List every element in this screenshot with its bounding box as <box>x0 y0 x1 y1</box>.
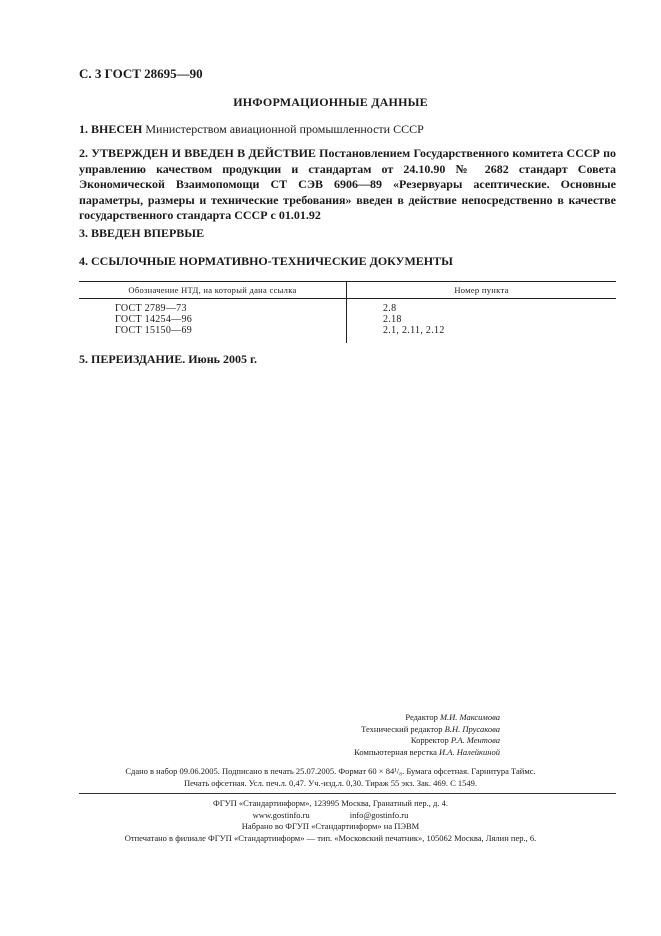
info-item-5 <box>79 352 616 368</box>
item-number: 4. <box>79 254 88 268</box>
editor-role: Технический редактор <box>361 723 445 734</box>
table-header-document: Обозначение НТД, на который дана ссылка <box>79 282 347 298</box>
item-heading: ПЕРЕИЗДАНИЕ. Июнь 2005 г. <box>91 352 258 366</box>
imprint-divider <box>79 793 616 794</box>
clause-cell: 2.1, 2.11, 2.12 <box>383 325 445 336</box>
info-item-2 <box>79 146 616 224</box>
info-item-4 <box>79 254 616 270</box>
table-header-clause: Номер пункта <box>454 285 509 295</box>
editor-row <box>200 712 500 724</box>
item-number: 3. <box>79 226 88 240</box>
editor-name: Р.А. Ментова <box>450 735 500 745</box>
clause-cell: 2.8 <box>383 303 397 314</box>
document-cell: ГОСТ 14254—96 <box>115 314 193 325</box>
editor-name: М.И. Максимова <box>439 712 500 722</box>
editor-row <box>200 724 500 736</box>
item-text: Министерством авиационной промышленности СССР <box>142 122 424 136</box>
document-cell: ГОСТ 15150—69 <box>115 325 193 336</box>
typeset-info: Набрано во ФГУП «Стандартинформ» на ПЭВМ <box>241 821 420 831</box>
publisher-block <box>0 798 661 844</box>
print-info-block <box>0 766 661 789</box>
item-number: 1. <box>79 122 88 136</box>
print-info-line: Печать офсетная. Усл. печ.л. 0,47. Уч.-изд.л. 0,30. Тираж 55 экз. Зак. 469. С 1549. <box>183 777 478 788</box>
document-cell: ГОСТ 2789—73 <box>115 303 187 314</box>
printed-info: Отпечатано в филиале ФГУП «Стандартинформ» — тип. «Московский печатник», 105062 Москва, Лялин пер., 6. <box>124 832 537 843</box>
reference-documents-table <box>79 281 616 343</box>
item-heading: УТВЕРЖДЕН И ВВЕДЕН В ДЕЙСТВИЕ <box>91 146 316 160</box>
item-number: 5. <box>79 352 88 366</box>
page-header: С. 3 ГОСТ 28695—90 <box>79 66 203 81</box>
email-link: info@gostinfo.ru <box>349 809 409 820</box>
item-heading: ВНЕСЕН <box>91 122 143 136</box>
clause-column <box>347 299 616 343</box>
editor-name: И.А. Налейкиной <box>439 746 500 757</box>
item-text: Постановлением Государственного комитета СССР по управлению качеством продукции и стандартам от 24.10.90 № 2682 стандарт Совета Экономической Взаимопомощи СТ СЭВ 6906—89 «Резервуары асептические. Основные параметры, размеры и технические требования» введен в действие непосредственно в качестве государственного стандарта СССР с 01.01.92 <box>79 146 617 222</box>
editor-role: Редактор <box>405 712 440 722</box>
editor-row <box>200 735 500 747</box>
info-item-3 <box>79 226 616 242</box>
table-body <box>79 299 616 343</box>
editor-role: Компьютерная верстка <box>354 746 440 757</box>
table-header-row <box>79 282 616 299</box>
clause-cell: 2.18 <box>383 314 402 325</box>
editors-block <box>200 712 500 758</box>
info-item-1 <box>79 122 616 138</box>
editor-name: В.Н. Прусакова <box>444 723 500 734</box>
document-column <box>79 299 347 343</box>
website-link: www.gostinfo.ru <box>252 809 310 820</box>
publisher-address: ФГУП «Стандартинформ», 123995 Москва, Гранатный пер., д. 4. <box>213 798 448 808</box>
print-info-line: Сдано в набор 09.06.2005. Подписано в печать 25.07.2005. Формат 60 × 84¹/₈. Бумага офсетная. Гарнитура Таймс. <box>125 766 536 776</box>
editor-row <box>200 747 500 759</box>
publisher-contacts <box>0 810 661 822</box>
editor-role: Корректор <box>410 735 451 745</box>
page-title: ИНФОРМАЦИОННЫЕ ДАННЫЕ <box>233 95 428 109</box>
item-heading: ССЫЛОЧНЫЕ НОРМАТИВНО-ТЕХНИЧЕСКИЕ ДОКУМЕНТЫ <box>91 254 453 268</box>
item-heading: ВВЕДЕН ВПЕРВЫЕ <box>91 226 205 240</box>
item-number: 2. <box>79 146 88 160</box>
